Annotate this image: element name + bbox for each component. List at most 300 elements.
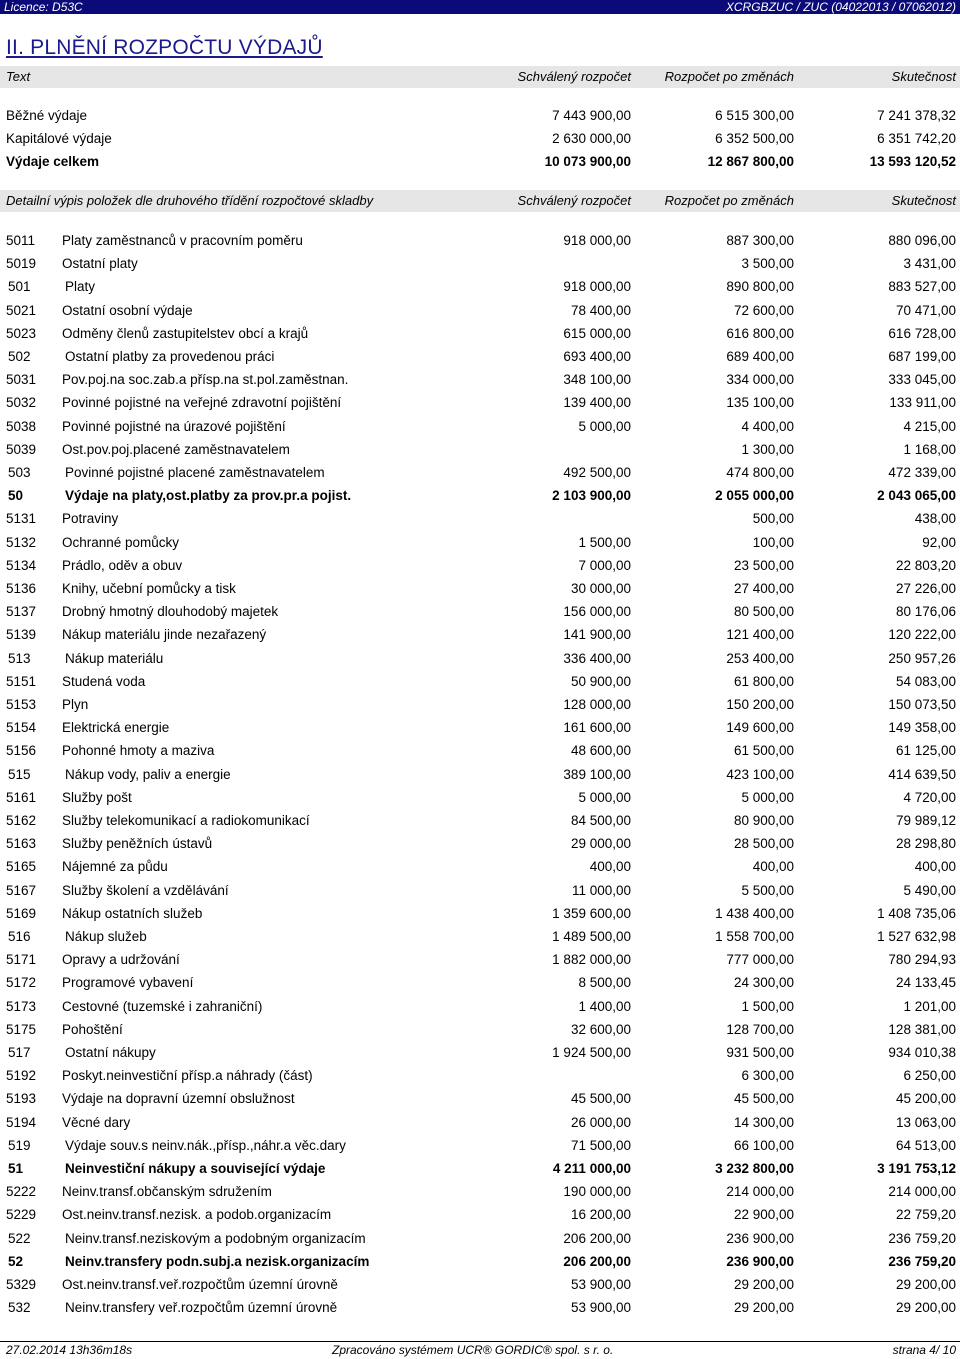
summary-approved: 10 073 900,00 bbox=[544, 154, 631, 169]
row-approved: 615 000,00 bbox=[563, 325, 631, 341]
footer-page: strana 4/ 10 bbox=[892, 1343, 956, 1357]
row-code: 5131 bbox=[6, 511, 37, 527]
row-approved: 1 400,00 bbox=[578, 998, 631, 1014]
row-revised: 66 100,00 bbox=[733, 1137, 794, 1153]
row-revised: 777 000,00 bbox=[726, 952, 794, 968]
table-row bbox=[0, 1203, 960, 1226]
row-name: Ost.pov.poj.placené zaměstnavatelem bbox=[62, 441, 290, 457]
row-name: Pov.poj.na soc.zab.a přísp.na st.pol.zaměstnan. bbox=[62, 372, 349, 388]
subtotal-row bbox=[0, 1227, 960, 1250]
licence-label: Licence: D53C bbox=[4, 0, 83, 14]
row-name: Věcné dary bbox=[62, 1114, 131, 1130]
row-revised: 100,00 bbox=[752, 534, 794, 550]
row-approved: 336 400,00 bbox=[563, 650, 631, 666]
table-row bbox=[0, 855, 960, 878]
row-revised: 423 100,00 bbox=[726, 766, 794, 782]
row-revised: 80 900,00 bbox=[733, 813, 794, 828]
row-code: 5194 bbox=[6, 1114, 37, 1130]
header-approved: Schválený rozpočet bbox=[517, 69, 631, 84]
row-actual: 1 527 632,98 bbox=[877, 929, 956, 944]
row-name: Poskyt.neinvestiční přísp.a náhrady (část) bbox=[62, 1068, 313, 1084]
row-revised: 1 438 400,00 bbox=[715, 905, 794, 921]
row-actual: 29 200,00 bbox=[895, 1277, 956, 1292]
subtotal-row bbox=[0, 461, 960, 484]
row-name: Služby telekomunikací a radiokomunikací bbox=[62, 813, 310, 828]
row-actual: 1 408 735,06 bbox=[877, 905, 956, 921]
table-row bbox=[0, 623, 960, 646]
row-actual: 3 191 753,12 bbox=[877, 1161, 956, 1176]
table-row bbox=[0, 322, 960, 345]
row-revised: 1 558 700,00 bbox=[715, 929, 794, 944]
report-id-label: XCRGBZUC / ZUC (04022013 / 07062012) bbox=[725, 0, 956, 14]
row-code: 5139 bbox=[6, 627, 37, 643]
row-approved: 206 200,00 bbox=[563, 1253, 631, 1269]
row-name: Nákup vody, paliv a energie bbox=[65, 766, 231, 782]
row-approved: 190 000,00 bbox=[563, 1184, 631, 1200]
footer-timestamp: 27.02.2014 13h36m18s bbox=[6, 1343, 133, 1357]
row-approved: 11 000,00 bbox=[571, 882, 631, 898]
row-code: 5153 bbox=[6, 697, 37, 712]
row-approved: 128 000,00 bbox=[563, 697, 631, 712]
row-actual: 3 431,00 bbox=[903, 256, 956, 272]
table-row bbox=[0, 693, 960, 716]
row-actual: 54 083,00 bbox=[895, 673, 956, 689]
row-approved: 156 000,00 bbox=[563, 604, 631, 620]
row-name: Knihy, učební pomůcky a tisk bbox=[62, 581, 236, 596]
row-actual: 70 471,00 bbox=[895, 302, 956, 318]
table-row bbox=[0, 971, 960, 994]
table-row bbox=[0, 1111, 960, 1134]
row-revised: 23 500,00 bbox=[733, 557, 794, 573]
row-code: 5011 bbox=[6, 233, 36, 248]
row-approved: 53 900,00 bbox=[570, 1300, 631, 1316]
row-name: Nákup materiálu bbox=[65, 650, 164, 666]
subtotal-row bbox=[0, 647, 960, 670]
table-row bbox=[0, 1273, 960, 1296]
detail-header bbox=[0, 190, 960, 212]
row-approved: 30 000,00 bbox=[570, 581, 631, 596]
table-row bbox=[0, 229, 960, 252]
row-name: Výdaje na dopravní územní obslužnost bbox=[62, 1091, 295, 1107]
row-revised: 150 200,00 bbox=[726, 697, 794, 712]
row-code: 5229 bbox=[6, 1207, 37, 1223]
table-row bbox=[0, 252, 960, 275]
row-code: 5154 bbox=[6, 720, 37, 736]
row-revised: 14 300,00 bbox=[733, 1114, 794, 1130]
summary-header bbox=[0, 66, 960, 88]
row-approved: 492 500,00 bbox=[563, 465, 631, 480]
row-revised: 128 700,00 bbox=[726, 1021, 794, 1037]
row-actual: 472 339,00 bbox=[888, 465, 956, 480]
row-code: 513 bbox=[8, 650, 31, 666]
table-row bbox=[0, 368, 960, 391]
summary-row bbox=[0, 150, 960, 173]
row-code: 5161 bbox=[6, 789, 37, 805]
table-row bbox=[0, 786, 960, 809]
row-approved: 693 400,00 bbox=[563, 349, 631, 364]
row-revised: 334 000,00 bbox=[726, 372, 794, 388]
row-name: Služby peněžních ústavů bbox=[62, 836, 213, 852]
row-actual: 29 200,00 bbox=[895, 1300, 956, 1316]
row-revised: 4 400,00 bbox=[741, 418, 794, 434]
row-revised: 500,00 bbox=[752, 511, 794, 527]
row-name: Neinv.transf.neziskovým a podobným organizacím bbox=[65, 1230, 366, 1246]
row-revised: 5 000,00 bbox=[741, 789, 794, 805]
row-code: 5136 bbox=[6, 581, 37, 596]
row-code: 5137 bbox=[6, 604, 37, 620]
subtotal-row bbox=[0, 925, 960, 948]
row-approved: 78 400,00 bbox=[570, 302, 631, 318]
row-revised: 400,00 bbox=[752, 859, 794, 875]
row-name: Prádlo, oděv a obuv bbox=[62, 557, 183, 573]
row-approved: 206 200,00 bbox=[563, 1230, 631, 1246]
row-name: Ost.neinv.transf.nezisk. a podob.organizacím bbox=[62, 1207, 332, 1223]
row-approved: 918 000,00 bbox=[563, 233, 631, 248]
row-name: Pohonné hmoty a maziva bbox=[62, 743, 215, 759]
row-actual: 236 759,20 bbox=[888, 1230, 956, 1246]
row-name: Ostatní osobní výdaje bbox=[62, 302, 193, 318]
header-text: Text bbox=[6, 69, 31, 84]
summary-name: Kapitálové výdaje bbox=[6, 131, 112, 146]
row-revised: 61 500,00 bbox=[733, 743, 794, 759]
row-code: 502 bbox=[8, 349, 31, 364]
summary-revised: 12 867 800,00 bbox=[707, 154, 794, 169]
row-approved: 1 489 500,00 bbox=[552, 929, 631, 944]
row-approved: 16 200,00 bbox=[570, 1207, 631, 1223]
subtotal-row bbox=[0, 763, 960, 786]
subtotal-row bbox=[0, 1134, 960, 1157]
row-name: Odměny členů zastupitelstev obcí a krajů bbox=[62, 325, 309, 341]
row-actual: 1 168,00 bbox=[903, 441, 956, 457]
row-actual: 333 045,00 bbox=[888, 372, 956, 388]
row-code: 5193 bbox=[6, 1091, 37, 1107]
row-name: Ostatní platy bbox=[62, 256, 138, 272]
row-approved: 32 600,00 bbox=[570, 1021, 631, 1037]
row-name: Neinv.transf.občanským sdružením bbox=[62, 1184, 272, 1200]
row-revised: 1 300,00 bbox=[741, 441, 794, 457]
row-code: 532 bbox=[8, 1300, 31, 1316]
table-row bbox=[0, 832, 960, 855]
row-revised: 887 300,00 bbox=[726, 233, 794, 248]
row-code: 51 bbox=[8, 1161, 24, 1176]
row-code: 5023 bbox=[6, 325, 37, 341]
summary-row bbox=[0, 104, 960, 127]
row-actual: 236 759,20 bbox=[888, 1253, 956, 1269]
row-actual: 780 294,93 bbox=[888, 952, 956, 968]
row-actual: 27 226,00 bbox=[895, 581, 956, 596]
row-approved: 2 103 900,00 bbox=[552, 488, 631, 504]
footer-system: Zpracováno systémem UCR® GORDIC® spol. s r. o. bbox=[332, 1343, 614, 1357]
table-row bbox=[0, 577, 960, 600]
row-actual: 22 759,20 bbox=[895, 1207, 956, 1223]
row-code: 5222 bbox=[6, 1184, 37, 1200]
row-revised: 689 400,00 bbox=[726, 349, 794, 364]
row-actual: 883 527,00 bbox=[888, 279, 956, 295]
row-actual: 6 250,00 bbox=[903, 1068, 956, 1084]
row-code: 5021 bbox=[6, 302, 37, 318]
table-row bbox=[0, 716, 960, 739]
row-actual: 934 010,38 bbox=[888, 1045, 956, 1060]
row-code: 5031 bbox=[6, 372, 37, 388]
row-code: 522 bbox=[8, 1230, 31, 1246]
row-code: 5019 bbox=[6, 256, 37, 272]
page-title: II. PLNĚNÍ ROZPOČTU VÝDAJŮ bbox=[6, 36, 323, 59]
row-code: 5038 bbox=[6, 418, 37, 434]
row-actual: 880 096,00 bbox=[888, 233, 956, 248]
row-revised: 2 055 000,00 bbox=[715, 488, 794, 504]
table-row bbox=[0, 438, 960, 461]
row-revised: 29 200,00 bbox=[733, 1300, 794, 1316]
row-name: Nákup služeb bbox=[65, 929, 147, 944]
row-actual: 687 199,00 bbox=[888, 349, 956, 364]
row-name: Neinvestiční nákupy a související výdaje bbox=[65, 1161, 326, 1176]
row-name: Nákup materiálu jinde nezařazený bbox=[62, 627, 267, 643]
row-approved: 29 000,00 bbox=[570, 836, 631, 852]
row-code: 50 bbox=[8, 488, 24, 504]
row-name: Plyn bbox=[62, 697, 89, 712]
row-name: Ost.neinv.transf.veř.rozpočtům územní úrovně bbox=[62, 1277, 338, 1292]
row-actual: 24 133,45 bbox=[895, 975, 956, 991]
row-revised: 236 900,00 bbox=[726, 1230, 794, 1246]
row-code: 5329 bbox=[6, 1277, 37, 1292]
row-name: Ostatní nákupy bbox=[65, 1045, 156, 1060]
table-row bbox=[0, 600, 960, 623]
row-approved: 139 400,00 bbox=[563, 395, 631, 411]
row-revised: 27 400,00 bbox=[733, 581, 794, 596]
row-code: 5163 bbox=[6, 836, 37, 852]
row-revised: 135 100,00 bbox=[726, 395, 794, 411]
row-name: Služby pošt bbox=[62, 789, 132, 805]
row-revised: 72 600,00 bbox=[733, 302, 794, 318]
row-approved: 71 500,00 bbox=[570, 1137, 631, 1153]
table-row bbox=[0, 415, 960, 438]
row-actual: 1 201,00 bbox=[903, 998, 956, 1014]
row-revised: 149 600,00 bbox=[726, 720, 794, 736]
row-revised: 28 500,00 bbox=[733, 836, 794, 852]
row-approved: 348 100,00 bbox=[563, 372, 631, 388]
row-actual: 79 989,12 bbox=[895, 813, 956, 828]
row-name: Nákup ostatních služeb bbox=[62, 905, 203, 921]
row-revised: 121 400,00 bbox=[726, 627, 794, 643]
row-approved: 5 000,00 bbox=[578, 789, 631, 805]
header-detail-revised: Rozpočet po změnách bbox=[664, 193, 794, 208]
table-row bbox=[0, 948, 960, 971]
table-row bbox=[0, 902, 960, 925]
row-actual: 64 513,00 bbox=[895, 1137, 956, 1153]
row-approved: 7 000,00 bbox=[578, 557, 631, 573]
row-approved: 918 000,00 bbox=[563, 279, 631, 295]
subtotal-row bbox=[0, 275, 960, 298]
row-revised: 253 400,00 bbox=[726, 650, 794, 666]
table-row bbox=[0, 1018, 960, 1041]
row-name: Výdaje souv.s neinv.nák.,přísp.,náhr.a věc.dary bbox=[65, 1137, 346, 1153]
row-name: Elektrická energie bbox=[62, 720, 170, 736]
row-revised: 22 900,00 bbox=[733, 1207, 794, 1223]
row-actual: 45 200,00 bbox=[895, 1091, 956, 1107]
row-name: Platy zaměstnanců v pracovním poměru bbox=[62, 233, 303, 248]
row-name: Nájemné za půdu bbox=[62, 859, 168, 875]
row-name: Neinv.transfery veř.rozpočtům územní úrovně bbox=[65, 1300, 338, 1316]
row-approved: 45 500,00 bbox=[570, 1091, 631, 1107]
row-actual: 133 911,00 bbox=[889, 395, 956, 411]
row-actual: 92,00 bbox=[922, 534, 956, 550]
row-approved: 141 900,00 bbox=[563, 627, 631, 643]
row-actual: 250 957,26 bbox=[888, 650, 956, 666]
total-row bbox=[0, 1250, 960, 1273]
top-bar bbox=[0, 0, 960, 14]
summary-actual: 13 593 120,52 bbox=[869, 154, 956, 169]
row-name: Služby školení a vzdělávání bbox=[62, 882, 229, 898]
row-code: 5175 bbox=[6, 1021, 37, 1037]
summary-actual: 6 351 742,20 bbox=[877, 131, 956, 146]
row-actual: 5 490,00 bbox=[903, 882, 956, 898]
row-name: Potraviny bbox=[62, 511, 119, 527]
row-name: Drobný hmotný dlouhodobý majetek bbox=[62, 604, 279, 620]
table-row bbox=[0, 670, 960, 693]
row-revised: 474 800,00 bbox=[726, 465, 794, 480]
row-code: 5173 bbox=[6, 998, 37, 1014]
row-code: 52 bbox=[8, 1253, 24, 1269]
row-actual: 400,00 bbox=[914, 859, 956, 875]
row-actual: 150 073,50 bbox=[888, 697, 956, 712]
row-revised: 931 500,00 bbox=[726, 1045, 794, 1060]
row-revised: 236 900,00 bbox=[726, 1253, 794, 1269]
row-code: 5156 bbox=[6, 743, 37, 759]
summary-revised: 6 515 300,00 bbox=[715, 108, 794, 123]
row-actual: 414 639,50 bbox=[888, 766, 956, 782]
row-code: 5162 bbox=[6, 813, 37, 828]
row-approved: 161 600,00 bbox=[563, 720, 631, 736]
row-code: 5192 bbox=[6, 1068, 37, 1084]
row-actual: 4 215,00 bbox=[903, 418, 956, 434]
row-approved: 53 900,00 bbox=[570, 1277, 631, 1292]
row-approved: 1 924 500,00 bbox=[552, 1045, 631, 1060]
summary-actual: 7 241 378,32 bbox=[877, 108, 956, 123]
row-revised: 29 200,00 bbox=[733, 1277, 794, 1292]
row-actual: 22 803,20 bbox=[895, 557, 956, 573]
row-name: Neinv.transfery podn.subj.a nezisk.organizacím bbox=[65, 1253, 370, 1269]
row-name: Ochranné pomůcky bbox=[62, 534, 180, 550]
row-revised: 6 300,00 bbox=[741, 1068, 794, 1084]
row-revised: 24 300,00 bbox=[733, 975, 794, 991]
row-actual: 120 222,00 bbox=[888, 627, 956, 643]
row-name: Výdaje na platy,ost.platby za prov.pr.a pojist. bbox=[65, 488, 352, 504]
row-revised: 1 500,00 bbox=[741, 998, 794, 1014]
row-approved: 1 882 000,00 bbox=[552, 952, 631, 968]
row-code: 515 bbox=[8, 766, 31, 782]
row-code: 5132 bbox=[6, 534, 37, 550]
row-actual: 61 125,00 bbox=[895, 743, 956, 759]
row-name: Povinné pojistné placené zaměstnavatelem bbox=[65, 465, 325, 480]
table-row bbox=[0, 391, 960, 414]
row-approved: 50 900,00 bbox=[570, 673, 631, 689]
row-code: 517 bbox=[8, 1045, 31, 1060]
row-code: 5172 bbox=[6, 975, 37, 991]
total-row bbox=[0, 1157, 960, 1180]
row-actual: 4 720,00 bbox=[903, 789, 956, 805]
subtotal-row bbox=[0, 1041, 960, 1064]
subtotal-row bbox=[0, 1296, 960, 1319]
table-row bbox=[0, 1087, 960, 1110]
row-code: 516 bbox=[8, 929, 31, 944]
row-code: 5171 bbox=[6, 952, 37, 968]
header-detail-text: Detailní výpis položek dle druhového třídění rozpočtové skladby bbox=[6, 193, 374, 208]
summary-approved: 7 443 900,00 bbox=[552, 108, 631, 123]
row-approved: 1 500,00 bbox=[578, 534, 631, 550]
row-revised: 214 000,00 bbox=[726, 1184, 794, 1200]
row-actual: 616 728,00 bbox=[888, 325, 956, 341]
header-actual: Skutečnost bbox=[891, 69, 956, 84]
row-approved: 1 359 600,00 bbox=[552, 905, 631, 921]
row-actual: 438,00 bbox=[914, 511, 956, 527]
summary-name: Běžné výdaje bbox=[6, 108, 88, 123]
row-name: Povinné pojistné na veřejné zdravotní pojištění bbox=[62, 395, 342, 411]
table-row bbox=[0, 1064, 960, 1087]
row-code: 5039 bbox=[6, 441, 37, 457]
table-row bbox=[0, 879, 960, 902]
header-detail-approved: Schválený rozpočet bbox=[517, 193, 631, 208]
table-row bbox=[0, 739, 960, 762]
row-name: Opravy a udržování bbox=[62, 952, 180, 968]
summary-row bbox=[0, 127, 960, 150]
row-approved: 4 211 000,00 bbox=[552, 1161, 631, 1176]
summary-revised: 6 352 500,00 bbox=[715, 131, 794, 146]
row-name: Platy bbox=[65, 279, 96, 295]
row-approved: 5 000,00 bbox=[578, 418, 631, 434]
row-name: Programové vybavení bbox=[62, 975, 194, 991]
row-revised: 45 500,00 bbox=[733, 1091, 794, 1107]
table-row bbox=[0, 531, 960, 554]
table-row bbox=[0, 299, 960, 322]
row-approved: 389 100,00 bbox=[563, 766, 631, 782]
row-code: 5165 bbox=[6, 859, 37, 875]
table-row bbox=[0, 507, 960, 530]
row-revised: 80 500,00 bbox=[733, 604, 794, 620]
table-row bbox=[0, 995, 960, 1018]
row-revised: 5 500,00 bbox=[741, 882, 794, 898]
header-revised: Rozpočet po změnách bbox=[664, 69, 794, 84]
row-revised: 890 800,00 bbox=[726, 279, 794, 295]
row-code: 519 bbox=[8, 1137, 31, 1153]
table-row bbox=[0, 809, 960, 832]
row-actual: 214 000,00 bbox=[888, 1184, 956, 1200]
row-name: Studená voda bbox=[62, 673, 146, 689]
row-name: Cestovné (tuzemské i zahraniční) bbox=[62, 998, 263, 1014]
row-approved: 400,00 bbox=[589, 859, 631, 875]
row-revised: 3 500,00 bbox=[741, 256, 794, 272]
subtotal-row bbox=[0, 345, 960, 368]
row-approved: 48 600,00 bbox=[570, 743, 631, 759]
row-actual: 2 043 065,00 bbox=[877, 488, 956, 504]
row-approved: 26 000,00 bbox=[570, 1114, 631, 1130]
row-name: Ostatní platby za provedenou práci bbox=[65, 349, 275, 364]
row-revised: 3 232 800,00 bbox=[715, 1161, 794, 1176]
table-row bbox=[0, 1180, 960, 1203]
row-actual: 149 358,00 bbox=[888, 720, 956, 736]
header-detail-actual: Skutečnost bbox=[891, 193, 956, 208]
row-name: Pohoštění bbox=[62, 1021, 123, 1037]
row-actual: 28 298,80 bbox=[895, 836, 956, 852]
row-code: 5167 bbox=[6, 882, 37, 898]
summary-approved: 2 630 000,00 bbox=[552, 131, 631, 146]
row-code: 5151 bbox=[6, 673, 37, 689]
row-actual: 128 381,00 bbox=[888, 1021, 956, 1037]
page-footer bbox=[0, 1341, 960, 1359]
row-actual: 80 176,06 bbox=[895, 604, 956, 620]
row-name: Povinné pojistné na úrazové pojištění bbox=[62, 418, 286, 434]
row-code: 5169 bbox=[6, 905, 37, 921]
row-approved: 8 500,00 bbox=[578, 975, 631, 991]
